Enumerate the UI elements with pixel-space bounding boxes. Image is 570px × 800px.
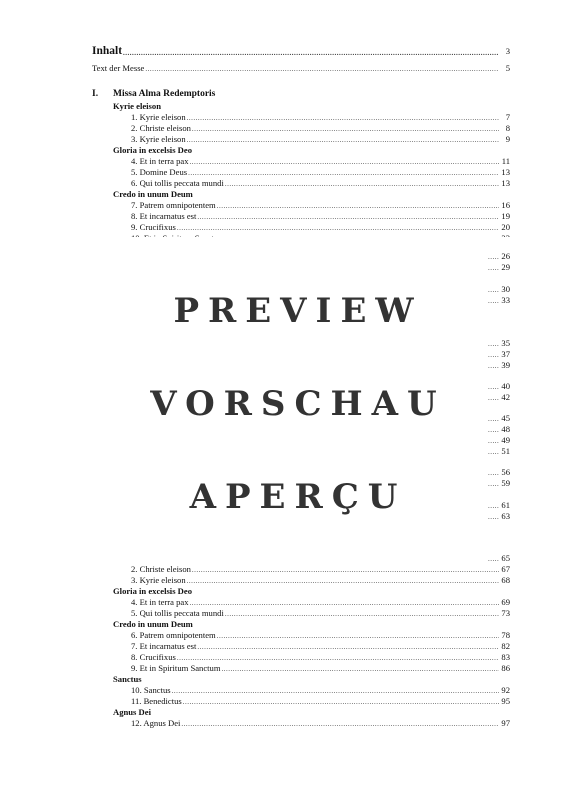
leader-dots: [183, 698, 499, 707]
toc-entry-label: 11. Benedictus: [131, 696, 182, 706]
toc-entry[interactable]: [131, 134, 510, 145]
leader-dots: [190, 599, 499, 608]
toc-entry-label: 9. Crucifixus: [131, 222, 176, 232]
leader-dots: [190, 158, 499, 167]
leader-dots: [192, 125, 499, 134]
toc-entry[interactable]: [131, 167, 510, 178]
toc-entry[interactable]: [131, 641, 510, 652]
partial-page-number: ..... 59: [488, 478, 510, 488]
leader-dots: [225, 610, 499, 619]
toc-entry[interactable]: [131, 575, 510, 586]
leader-dots: [177, 224, 499, 233]
toc-entry-page: 83: [501, 652, 510, 662]
toc-entry-label: 7. Patrem omnipotentem: [131, 200, 216, 210]
leader-dots: [187, 577, 499, 586]
leader-dots: [145, 65, 499, 74]
toc-entry-label: 3. Kyrie eleison: [131, 575, 186, 585]
toc-entry-page: 19: [501, 211, 510, 221]
toc-entry-label: 7. Et incarnatus est: [131, 641, 197, 651]
leader-dots: [177, 654, 499, 663]
toc-entry-page: 95: [501, 696, 510, 706]
partial-page-number: ..... 49: [488, 435, 510, 445]
toc-entry-label: 9. Et in Spiritum Sanctum: [131, 663, 221, 673]
toc-entry-label: 4. Et in terra pax: [131, 597, 189, 607]
toc-entry-label: 2. Christe eleison: [131, 564, 191, 574]
toc-entry[interactable]: [131, 112, 510, 123]
toc-entry[interactable]: [131, 222, 510, 233]
leader-dots: [172, 687, 499, 696]
toc-entry-page: 92: [501, 685, 510, 695]
toc-entry-page: 82: [501, 641, 510, 651]
toc-entry[interactable]: [131, 685, 510, 696]
section-title: Missa Alma Redemptoris: [113, 89, 216, 99]
partial-page-number: ..... 40: [488, 381, 510, 391]
toc-entry-page: 16: [501, 200, 510, 210]
partial-page-number: ..... 48: [488, 424, 510, 434]
toc-entry-page: 97: [501, 718, 510, 728]
partial-page-number: ..... 26: [488, 251, 510, 261]
toc-entry-page: 68: [501, 575, 510, 585]
toc-entry-page: 67: [501, 564, 510, 574]
toc-entry-page: 20: [501, 222, 510, 232]
toc-entry[interactable]: [131, 663, 510, 674]
toc-entry-label: 6. Patrem omnipotentem: [131, 630, 216, 640]
toc-entry-page: 86: [501, 663, 510, 673]
part-heading-credo: Credo in unum Deum: [113, 619, 193, 629]
partial-page-number: ..... 33: [488, 295, 510, 305]
toc-entry[interactable]: [131, 630, 510, 641]
leader-dots: [217, 632, 499, 641]
toc-entry-label: 3. Kyrie eleison: [131, 134, 186, 144]
toc-entry-page: 3: [505, 46, 510, 56]
partial-page-number: ..... 35: [488, 338, 510, 348]
toc-entry-page: 73: [501, 608, 510, 618]
toc-entry-text-der-messe[interactable]: [92, 63, 510, 74]
toc-entry-page: 9: [505, 134, 510, 144]
toc-entry-page: 78: [501, 630, 510, 640]
leader-dots: [217, 202, 499, 211]
toc-entry[interactable]: [131, 123, 510, 134]
leader-dots: [197, 213, 499, 222]
toc-entry-inhalt[interactable]: [92, 44, 510, 58]
toc-entry-label: 10. Sanctus: [131, 685, 171, 695]
toc-entry-label: 2. Christe eleison: [131, 123, 191, 133]
toc-entry-label: 12. Agnus Dei: [131, 718, 181, 728]
partial-page-number: ..... 65: [488, 553, 510, 563]
toc-entry[interactable]: [131, 608, 510, 619]
toc-entry-label: Text der Messe: [92, 63, 145, 73]
toc-entry-page: 7: [505, 112, 510, 122]
part-heading-agnus: Agnus Dei: [113, 707, 151, 717]
toc-entry[interactable]: [131, 564, 510, 575]
toc-entry-page: 13: [501, 167, 510, 177]
toc-entry[interactable]: [131, 718, 510, 729]
leader-dots: [225, 180, 499, 189]
toc-entry-label: Inhalt: [92, 45, 123, 57]
toc-entry-label: 1. Kyrie eleison: [131, 112, 186, 122]
toc-entry-page: 11: [501, 156, 510, 166]
leader-dots: [192, 566, 499, 575]
partial-page-number: ..... 51: [488, 446, 510, 456]
toc-entry[interactable]: [131, 696, 510, 707]
toc-entry-page: 8: [505, 123, 510, 133]
toc-entry-label: 8. Et incarnatus est: [131, 211, 197, 221]
partial-page-number: ..... 37: [488, 349, 510, 359]
part-heading-gloria: Gloria in excelsis Deo: [113, 586, 193, 596]
toc-entry-label: 5. Domine Deus: [131, 167, 188, 177]
section-number: I.: [92, 89, 99, 99]
partial-page-number: ..... 29: [488, 262, 510, 272]
leader-dots: [188, 169, 499, 178]
watermark-apercu: APERÇU: [189, 477, 407, 517]
part-heading-credo: Credo in unum Deum: [113, 189, 193, 199]
toc-entry-label: 4. Et in terra pax: [131, 156, 189, 166]
leader-dots: [222, 665, 499, 674]
toc-entry-label: 8. Crucifixus: [131, 652, 176, 662]
toc-entry-label: 6. Qui tollis peccata mundi: [131, 178, 224, 188]
leader-dots: [187, 114, 499, 123]
toc-entry[interactable]: [131, 597, 510, 608]
section-heading: [92, 88, 215, 100]
part-heading-gloria: Gloria in excelsis Deo: [113, 145, 193, 155]
toc-entry[interactable]: [131, 156, 510, 167]
part-heading-sanctus: Sanctus: [113, 674, 142, 684]
part-heading-kyrie: Kyrie eleison: [113, 101, 161, 111]
leader-dots: [187, 136, 499, 145]
partial-page-number: ..... 61: [488, 500, 510, 510]
toc-entry-label: 5. Qui tollis peccata mundi: [131, 608, 224, 618]
toc-entry-page: 69: [501, 597, 510, 607]
partial-page-number: ..... 56: [488, 467, 510, 477]
leader-dots: [197, 643, 499, 652]
leader-dots: [123, 49, 499, 58]
leader-dots: [181, 720, 499, 729]
toc-entry[interactable]: [131, 200, 510, 211]
toc-entry[interactable]: [131, 211, 510, 222]
toc-entry[interactable]: [131, 178, 510, 189]
toc-entry-page: 13: [501, 178, 510, 188]
partial-page-number: ..... 63: [488, 511, 510, 521]
watermark-vorschau: VORSCHAU: [150, 384, 446, 424]
partial-page-number: ..... 45: [488, 413, 510, 423]
watermark-preview: PREVIEW: [173, 291, 423, 331]
partial-page-number: ..... 42: [488, 392, 510, 402]
toc-entry[interactable]: [131, 652, 510, 663]
partial-page-number: ..... 30: [488, 284, 510, 294]
partial-page-number: ..... 39: [488, 360, 510, 370]
toc-entry-page: 5: [505, 63, 510, 73]
